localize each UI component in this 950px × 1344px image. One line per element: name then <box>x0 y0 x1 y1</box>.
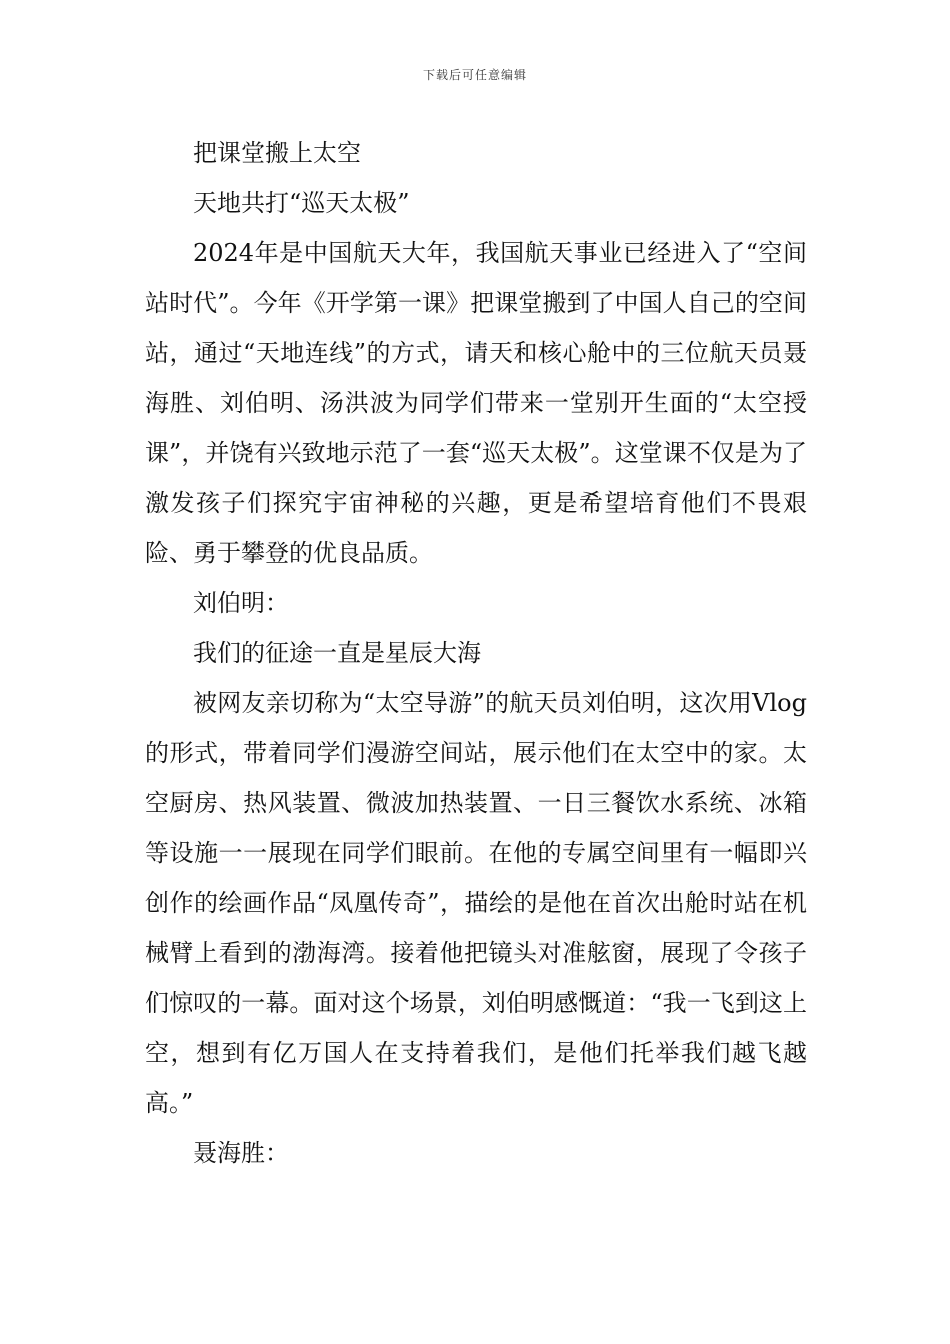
body-paragraph: 2024年是中国航天大年，我国航天事业已经进入了“空间站时代”。今年《开学第一课》把课堂搬到了中国人自己的空间站，通过“天地连线”的方式，请天和核心舱中的三位航天员聂海胜、刘伯明、汤洪波为同学们带来一堂别开生面的“太空授课”，并饶有兴致地示范了一套“巡天太极”。这堂课不仅是为了激发孩子们探究宇宙神秘的兴趣，更是希望培育他们不畏艰险、勇于攀登的优良品质。 <box>145 239 807 567</box>
speaker-name: 刘伯明： <box>193 589 289 617</box>
page-header: 下载后可任意编辑 <box>422 68 527 82</box>
body-paragraph: 被网友亲切称为“太空导游”的航天员刘伯明，这次用Vlog的形式，带着同学们漫游空间站，展示他们在太空中的家。太空厨房、热风装置、微波加热装置、一日三餐饮水系统、冰箱等设施一一展现在同学们眼前。在他的专属空间里有一幅即兴创作的绘画作品“凤凰传奇”，描绘的是他在首次出舱时站在机械臂上看到的渤海湾。接着他把镜头对准舷窗，展现了令孩子们惊叹的一幕。面对这个场景，刘伯明感慨道：“我一飞到这上空，想到有亿万国人在支持着我们，是他们托举我们越飞越高。” <box>145 689 807 1117</box>
speaker-name: 聂海胜： <box>193 1139 289 1167</box>
section-subtitle: 天地共打“巡天太极” <box>193 189 410 217</box>
document-body <box>145 128 807 1178</box>
speaker-heading: 我们的征途一直是星辰大海 <box>193 639 481 667</box>
section-title: 把课堂搬上太空 <box>193 139 361 167</box>
